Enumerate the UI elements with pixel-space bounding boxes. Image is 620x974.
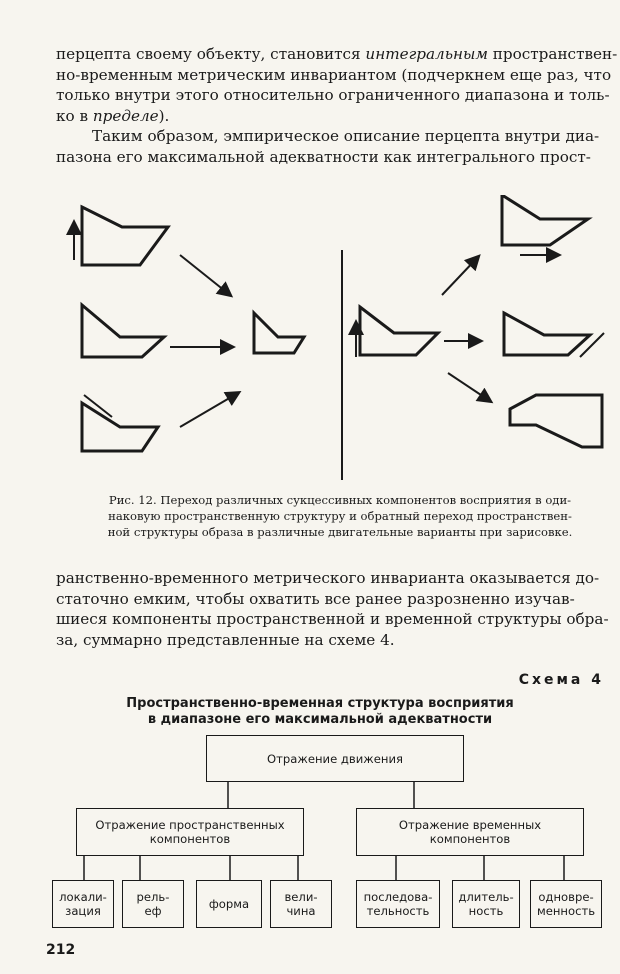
leaf-relief: рель- еф bbox=[122, 880, 184, 928]
schema-label: Схема 4 bbox=[518, 672, 604, 688]
caption-line: наковую пространственную структуру и обратный переход пространствен- bbox=[108, 509, 572, 523]
caption-line: Рис. 12. Переход различных сукцессивных компонентов восприятия в оди- bbox=[108, 493, 572, 507]
page-number: 212 bbox=[46, 942, 76, 958]
text-line: Таким образом, эмпирическое описание перцепта внутри диа- bbox=[92, 127, 600, 145]
text-line: только внутри этого относительно ограниченного диапазона и толь- bbox=[56, 86, 610, 104]
box-spatial-components: Отражение пространственных компонентов bbox=[76, 808, 304, 856]
schema-title-line: в диапазоне его максимальной адекватности bbox=[147, 712, 493, 727]
schema-title-line: Пространственно-временная структура восприятия bbox=[126, 696, 514, 711]
text-line: но-временным метрическим инвариантом (подчеркнем еще раз, что bbox=[56, 65, 612, 84]
italic-term: интегральным bbox=[365, 45, 488, 63]
caption-line: ной структуры образа в различные двигательные варианты при зарисовке. bbox=[107, 525, 573, 539]
text-line: за, суммарно представленные на схеме 4. bbox=[56, 630, 395, 649]
text-line: шиеся компоненты пространственной и временной структуры обра- bbox=[56, 610, 609, 628]
leaf-sequence: последова- тельность bbox=[356, 880, 440, 928]
leaf-localization: локали- зация bbox=[52, 880, 114, 928]
leaf-duration: длитель- ность bbox=[452, 880, 520, 928]
leaf-magnitude: вели- чина bbox=[270, 880, 332, 928]
text-line: перцепта своему объекту, становится bbox=[56, 45, 366, 63]
box-temporal-components: Отражение временных компонентов bbox=[356, 808, 584, 856]
box-motion-reflection: Отражение движения bbox=[206, 735, 464, 782]
text-line: статочно емким, чтобы охватить все ранее разрозненно изучав- bbox=[56, 589, 575, 608]
leaf-form: форма bbox=[196, 880, 262, 928]
text-line: пазона его максимальной адекватности как интегрального прост- bbox=[56, 147, 591, 166]
italic-term: пределе bbox=[92, 106, 159, 125]
text-line: пространствен- bbox=[487, 45, 618, 63]
text-line: ранственно-временного метрического инварианта оказывается до- bbox=[56, 569, 600, 587]
text-line: ). bbox=[158, 106, 170, 125]
text-line: ко в bbox=[56, 106, 93, 125]
leaf-simultaneity: одновре- менность bbox=[530, 880, 602, 928]
